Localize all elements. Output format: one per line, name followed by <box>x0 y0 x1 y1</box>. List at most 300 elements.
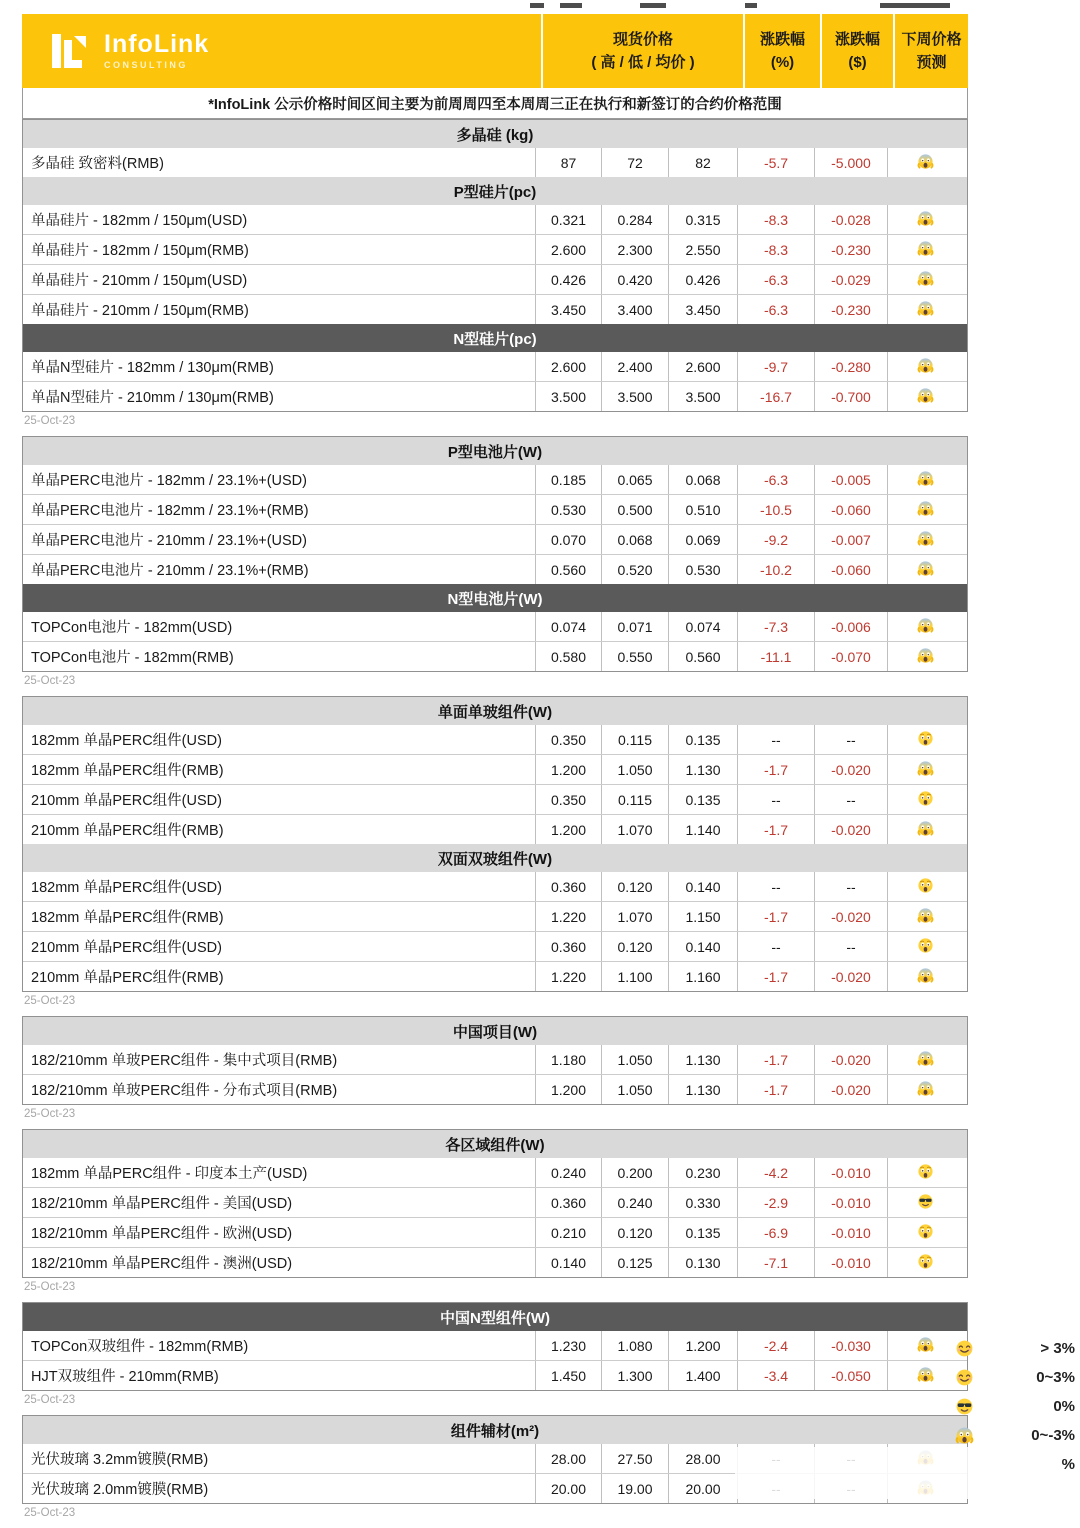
avg-price-cell-value: 1.200 <box>685 1337 721 1354</box>
col-header-usd-line2: ($) <box>848 54 867 71</box>
avg-price-cell <box>668 1218 737 1247</box>
table-row <box>23 754 967 784</box>
forecast-cell <box>887 1188 962 1217</box>
table-row <box>23 1045 967 1074</box>
smile-emoji-icon <box>955 1368 977 1387</box>
product-name-cell <box>23 555 535 584</box>
avg-price-cell-value: 1.160 <box>685 968 721 985</box>
col-header-spot-line1: 现货价格 <box>612 30 673 48</box>
col-header-spot-price <box>541 14 743 88</box>
high-price-cell <box>535 725 601 754</box>
change-pct-cell <box>737 1361 814 1390</box>
table-row <box>23 901 967 931</box>
change-pct-cell <box>737 382 814 411</box>
change-pct-cell <box>737 612 814 641</box>
low-price-cell <box>601 382 668 411</box>
product-name-cell <box>23 872 535 901</box>
change-usd-cell <box>814 725 887 754</box>
avg-price-cell <box>668 265 737 294</box>
table-row <box>23 784 967 814</box>
product-name-cell-value: 210mm 单晶PERC组件(RMB) <box>31 823 224 839</box>
col-header-usd-line1: 涨跌幅 <box>834 30 880 48</box>
change-pct-cell-value: -1.7 <box>763 1081 789 1098</box>
low-price-cell-value: 3.500 <box>617 388 653 405</box>
block-date: 25-Oct-23 <box>24 1108 76 1120</box>
high-price-cell-value: 0.070 <box>550 531 587 548</box>
avg-price-cell-value: 1.400 <box>685 1367 721 1384</box>
scream-emoji-icon <box>917 1336 934 1356</box>
forecast-cell <box>887 555 962 584</box>
change-pct-cell-value: -3.4 <box>763 1367 789 1384</box>
product-name-cell-value: 光伏玻璃 3.2mm镀膜(RMB) <box>31 1452 209 1468</box>
avg-price-cell-value: 0.510 <box>685 501 721 518</box>
product-name-cell-value: 单晶PERC电池片 - 182mm / 23.1%+(RMB) <box>31 503 309 519</box>
high-price-cell <box>535 555 601 584</box>
product-name-cell <box>23 902 535 931</box>
section-header: 各区域组件(W) <box>23 1130 967 1158</box>
change-pct-cell-value: -2.4 <box>763 1337 789 1354</box>
avg-price-cell-value: 0.135 <box>685 731 721 748</box>
high-price-cell <box>535 932 601 961</box>
avg-price-cell-value: 0.074 <box>685 618 721 635</box>
blocks <box>22 119 968 1520</box>
high-price-cell <box>535 295 601 324</box>
high-price-cell-value: 0.074 <box>550 618 587 635</box>
low-price-cell <box>601 1474 668 1503</box>
high-price-cell-value: 0.360 <box>550 938 587 955</box>
price-block <box>22 119 968 412</box>
low-price-cell-value: 0.068 <box>617 531 653 548</box>
change-usd-cell-value: -0.010 <box>831 1254 871 1271</box>
astonished-emoji-icon <box>917 730 934 750</box>
product-name-cell <box>23 235 535 264</box>
brand-text <box>104 32 209 70</box>
low-price-cell-value: 2.300 <box>617 241 653 258</box>
table-row <box>23 148 967 177</box>
high-price-cell <box>535 1361 601 1390</box>
price-block <box>22 1016 968 1105</box>
high-price-cell <box>535 205 601 234</box>
change-usd-cell-value: -5.000 <box>831 154 871 171</box>
change-usd-cell-value: -0.005 <box>831 471 871 488</box>
change-usd-cell-value: -0.070 <box>831 648 871 665</box>
low-price-cell-value: 2.400 <box>617 358 653 375</box>
change-usd-cell-value: -0.230 <box>831 301 871 318</box>
change-usd-cell <box>814 555 887 584</box>
low-price-cell <box>601 1045 668 1074</box>
change-usd-cell-value: -0.060 <box>831 501 871 518</box>
cool-emoji-icon <box>917 1193 934 1213</box>
change-pct-cell-value: -6.3 <box>763 471 789 488</box>
high-price-cell-value: 0.350 <box>550 791 587 808</box>
avg-price-cell-value: 1.150 <box>685 908 721 925</box>
table-row <box>23 1247 967 1277</box>
change-usd-cell <box>814 1361 887 1390</box>
change-usd-cell <box>814 872 887 901</box>
block-date: 25-Oct-23 <box>24 1507 76 1519</box>
high-price-cell-value: 0.530 <box>550 501 587 518</box>
table-row <box>23 524 967 554</box>
product-name-cell-value: 182mm 单晶PERC组件 - 印度本土产(USD) <box>31 1166 308 1182</box>
low-price-cell <box>601 265 668 294</box>
product-name-cell <box>23 295 535 324</box>
section-header: 多晶硅 (kg) <box>23 120 967 148</box>
low-price-cell-value: 3.400 <box>617 301 653 318</box>
astonished-emoji-icon <box>917 937 934 957</box>
avg-price-cell-value: 1.130 <box>685 1051 721 1068</box>
high-price-cell-value: 0.580 <box>550 648 587 665</box>
change-usd-cell-value: -- <box>846 878 856 895</box>
low-price-cell-value: 0.120 <box>617 938 653 955</box>
change-usd-cell-value: -0.007 <box>831 531 871 548</box>
change-pct-cell-value: -- <box>771 791 781 808</box>
product-name-cell <box>23 1218 535 1247</box>
high-price-cell <box>535 1331 601 1360</box>
forecast-cell <box>887 642 962 671</box>
brand-logo <box>22 14 541 88</box>
change-pct-cell-value: -9.2 <box>763 531 789 548</box>
change-usd-cell <box>814 235 887 264</box>
low-price-cell <box>601 815 668 844</box>
block-date: 25-Oct-23 <box>24 1281 76 1293</box>
legend-item <box>955 1338 1075 1358</box>
high-price-cell <box>535 148 601 177</box>
forecast-cell <box>887 465 962 494</box>
product-name-cell <box>23 265 535 294</box>
change-usd-cell <box>814 902 887 931</box>
change-pct-cell <box>737 1218 814 1247</box>
product-name-cell <box>23 1361 535 1390</box>
change-pct-cell-value: -6.3 <box>763 301 789 318</box>
price-block <box>22 1129 968 1278</box>
high-price-cell <box>535 235 601 264</box>
change-pct-cell-value: -10.5 <box>760 501 792 518</box>
avg-price-cell-value: 1.140 <box>685 821 721 838</box>
high-price-cell-value: 2.600 <box>550 241 587 258</box>
product-name-cell <box>23 725 535 754</box>
product-name-cell <box>23 1045 535 1074</box>
forecast-cell <box>887 1248 962 1277</box>
product-name-cell-value: TOPCon双玻组件 - 182mm(RMB) <box>31 1339 249 1355</box>
table-row <box>23 205 967 234</box>
forecast-cell <box>887 525 962 554</box>
high-price-cell <box>535 1218 601 1247</box>
low-price-cell-value: 1.070 <box>617 821 653 838</box>
high-price-cell-value: 1.230 <box>550 1337 587 1354</box>
low-price-cell-value: 0.065 <box>617 471 653 488</box>
change-pct-cell <box>737 902 814 931</box>
change-pct-cell <box>737 962 814 991</box>
avg-price-cell <box>668 1444 737 1473</box>
price-block <box>22 1302 968 1391</box>
change-usd-cell <box>814 148 887 177</box>
avg-price-cell-value: 2.550 <box>685 241 721 258</box>
high-price-cell <box>535 962 601 991</box>
high-price-cell-value: 1.220 <box>550 968 587 985</box>
change-usd-cell-value: -0.010 <box>831 1164 871 1181</box>
avg-price-cell <box>668 382 737 411</box>
low-price-cell-value: 1.050 <box>617 1051 653 1068</box>
product-name-cell <box>23 465 535 494</box>
forecast-cell <box>887 962 962 991</box>
low-price-cell <box>601 1361 668 1390</box>
avg-price-cell-value: 3.450 <box>685 301 721 318</box>
high-price-cell <box>535 785 601 814</box>
forecast-cell <box>887 902 962 931</box>
avg-price-cell <box>668 1075 737 1104</box>
product-name-cell <box>23 205 535 234</box>
note-text: *InfoLink 公示价格时间区间主要为前周周四至本周周三正在执行和新签订的合约价格范围 <box>208 96 782 113</box>
change-pct-cell-value: -16.7 <box>760 388 792 405</box>
high-price-cell <box>535 352 601 381</box>
scream-emoji-icon <box>917 820 934 840</box>
change-pct-cell <box>737 1188 814 1217</box>
product-name-cell-value: 182/210mm 单玻PERC组件 - 集中式项目(RMB) <box>31 1053 338 1069</box>
high-price-cell <box>535 465 601 494</box>
low-price-cell <box>601 785 668 814</box>
high-price-cell <box>535 1444 601 1473</box>
change-usd-cell-value: -0.280 <box>831 358 871 375</box>
change-pct-cell <box>737 148 814 177</box>
change-pct-cell-value: -11.1 <box>760 648 792 665</box>
change-pct-cell-value: -- <box>771 878 781 895</box>
scream-emoji-icon <box>917 560 934 580</box>
product-name-cell <box>23 642 535 671</box>
product-name-cell-value: 182mm 单晶PERC组件(RMB) <box>31 910 224 926</box>
product-name-cell-value: 182/210mm 单玻PERC组件 - 分布式项目(RMB) <box>31 1083 338 1099</box>
avg-price-cell-value: 20.00 <box>685 1480 721 1497</box>
low-price-cell-value: 1.300 <box>617 1367 653 1384</box>
change-pct-cell-value: -8.3 <box>763 241 789 258</box>
change-pct-cell <box>737 265 814 294</box>
avg-price-cell <box>668 962 737 991</box>
table-row <box>23 1187 967 1217</box>
section-header: N型硅片(pc) <box>23 324 967 352</box>
forecast-cell <box>887 382 962 411</box>
low-price-cell <box>601 352 668 381</box>
scream-emoji-icon <box>917 1080 934 1100</box>
col-header-forecast-line1: 下周价格 <box>901 30 962 48</box>
low-price-cell <box>601 932 668 961</box>
avg-price-cell <box>668 148 737 177</box>
change-pct-cell <box>737 465 814 494</box>
avg-price-cell <box>668 612 737 641</box>
change-usd-cell <box>814 382 887 411</box>
change-usd-cell <box>814 1218 887 1247</box>
price-period-note <box>22 88 968 119</box>
legend-label: 0~3% <box>1036 1368 1075 1386</box>
change-pct-cell-value: -1.7 <box>763 1051 789 1068</box>
legend-label: % <box>1061 1455 1075 1473</box>
avg-price-cell-value: 2.600 <box>685 358 721 375</box>
section-header: 双面双玻组件(W) <box>23 844 967 872</box>
low-price-cell-value: 0.115 <box>618 731 652 748</box>
astonished-emoji-icon <box>917 790 934 810</box>
change-usd-cell <box>814 1075 887 1104</box>
change-usd-cell-value: -0.020 <box>831 968 871 985</box>
product-name-cell <box>23 352 535 381</box>
low-price-cell <box>601 1218 668 1247</box>
change-pct-cell <box>737 205 814 234</box>
change-pct-cell-value: -10.2 <box>760 561 792 578</box>
low-price-cell <box>601 962 668 991</box>
low-price-cell-value: 0.240 <box>617 1194 653 1211</box>
change-usd-cell <box>814 1045 887 1074</box>
change-usd-cell-value: -0.020 <box>831 1051 871 1068</box>
col-header-forecast <box>893 14 968 88</box>
avg-price-cell-value: 0.068 <box>685 471 721 488</box>
change-pct-cell <box>737 352 814 381</box>
low-price-cell <box>601 755 668 784</box>
high-price-cell <box>535 755 601 784</box>
col-header-change-usd <box>820 14 893 88</box>
legend-label: 0% <box>1053 1397 1075 1415</box>
forecast-cell <box>887 755 962 784</box>
change-pct-cell-value: -- <box>771 731 781 748</box>
scream-emoji-icon <box>917 387 934 407</box>
change-usd-cell-value: -- <box>846 791 856 808</box>
low-price-cell <box>601 872 668 901</box>
high-price-cell <box>535 612 601 641</box>
high-price-cell-value: 2.600 <box>550 358 587 375</box>
high-price-cell-value: 0.140 <box>550 1254 587 1271</box>
scream-emoji-icon <box>917 647 934 667</box>
low-price-cell <box>601 1331 668 1360</box>
product-name-cell <box>23 1331 535 1360</box>
scream-emoji-icon <box>917 617 934 637</box>
brand-name: InfoLink <box>104 30 210 58</box>
high-price-cell-value: 0.360 <box>550 1194 587 1211</box>
table-row <box>23 1331 967 1360</box>
high-price-cell <box>535 815 601 844</box>
avg-price-cell <box>668 1331 737 1360</box>
high-price-cell-value: 1.180 <box>550 1051 587 1068</box>
legend-item <box>955 1367 1075 1387</box>
forecast-cell <box>887 352 962 381</box>
low-price-cell-value: 19.00 <box>617 1480 653 1497</box>
section-header: 单面单玻组件(W) <box>23 697 967 725</box>
high-price-cell-value: 0.210 <box>550 1224 587 1241</box>
scream-emoji-icon <box>917 270 934 290</box>
high-price-cell-value: 3.500 <box>550 388 587 405</box>
avg-price-cell-value: 0.230 <box>685 1164 721 1181</box>
change-pct-cell <box>737 785 814 814</box>
low-price-cell-value: 1.070 <box>617 908 653 925</box>
change-usd-cell <box>814 265 887 294</box>
low-price-cell <box>601 1188 668 1217</box>
change-pct-cell <box>737 1075 814 1104</box>
product-name-cell-value: 182/210mm 单晶PERC组件 - 欧洲(USD) <box>31 1226 293 1242</box>
product-name-cell <box>23 1158 535 1187</box>
avg-price-cell <box>668 1248 737 1277</box>
change-pct-cell <box>737 1331 814 1360</box>
forecast-cell <box>887 205 962 234</box>
change-usd-cell-value: -0.028 <box>831 211 871 228</box>
forecast-cell <box>887 1158 962 1187</box>
avg-price-cell-value: 3.500 <box>685 388 721 405</box>
change-usd-cell-value: -0.010 <box>831 1224 871 1241</box>
change-pct-cell <box>737 932 814 961</box>
high-price-cell-value: 0.350 <box>550 731 587 748</box>
avg-price-cell-value: 28.00 <box>685 1450 721 1467</box>
block-date: 25-Oct-23 <box>24 1394 76 1406</box>
product-name-cell-value: 182/210mm 单晶PERC组件 - 美国(USD) <box>31 1196 293 1212</box>
avg-price-cell <box>668 725 737 754</box>
avg-price-cell <box>668 1158 737 1187</box>
low-price-cell <box>601 725 668 754</box>
high-price-cell-value: 0.240 <box>550 1164 587 1181</box>
low-price-cell-value: 1.050 <box>617 761 653 778</box>
low-price-cell-value: 0.071 <box>617 618 653 635</box>
product-name-cell <box>23 1248 535 1277</box>
low-price-cell-value: 0.115 <box>618 791 652 808</box>
table-row <box>23 872 967 901</box>
product-name-cell <box>23 785 535 814</box>
change-usd-cell <box>814 642 887 671</box>
change-pct-cell <box>737 642 814 671</box>
product-name-cell-value: 多晶硅 致密料(RMB) <box>31 156 164 172</box>
low-price-cell-value: 1.050 <box>617 1081 653 1098</box>
high-price-cell-value: 0.360 <box>550 878 587 895</box>
change-usd-cell-value: -0.020 <box>831 821 871 838</box>
avg-price-cell <box>668 815 737 844</box>
low-price-cell-value: 0.500 <box>617 501 653 518</box>
table-row <box>23 1074 967 1104</box>
section-header: N型电池片(W) <box>23 584 967 612</box>
product-name-cell-value: 210mm 单晶PERC组件(USD) <box>31 793 222 809</box>
table-row <box>23 641 967 671</box>
forecast-cell <box>887 1075 962 1104</box>
change-usd-cell-value: -0.006 <box>831 618 871 635</box>
change-usd-cell <box>814 932 887 961</box>
price-table <box>22 14 968 1528</box>
forecast-cell <box>887 235 962 264</box>
change-usd-cell-value: -0.020 <box>831 761 871 778</box>
avg-price-cell <box>668 235 737 264</box>
high-price-cell-value: 0.426 <box>550 271 587 288</box>
high-price-cell <box>535 902 601 931</box>
high-price-cell <box>535 1158 601 1187</box>
low-price-cell-value: 0.420 <box>617 271 653 288</box>
scream-emoji-icon <box>917 967 934 987</box>
avg-price-cell-value: 1.130 <box>685 761 721 778</box>
table-row <box>23 234 967 264</box>
product-name-cell <box>23 1444 535 1473</box>
change-pct-cell-value: -8.3 <box>763 211 789 228</box>
product-name-cell <box>23 962 535 991</box>
low-price-cell-value: 0.125 <box>617 1254 653 1271</box>
legend-label: > 3% <box>1040 1339 1075 1357</box>
scream-emoji-icon <box>917 153 934 173</box>
low-price-cell <box>601 1158 668 1187</box>
avg-price-cell <box>668 465 737 494</box>
avg-price-cell <box>668 555 737 584</box>
change-pct-cell-value: -5.7 <box>763 154 789 171</box>
forecast-cell <box>887 1218 962 1247</box>
avg-price-cell <box>668 295 737 324</box>
high-price-cell <box>535 1075 601 1104</box>
change-pct-cell-value: -9.7 <box>763 358 789 375</box>
avg-price-cell <box>668 642 737 671</box>
high-price-cell <box>535 1474 601 1503</box>
col-header-forecast-line2: 预测 <box>916 54 947 71</box>
product-name-cell-value: 光伏玻璃 2.0mm镀膜(RMB) <box>31 1482 209 1498</box>
avg-price-cell-value: 0.135 <box>685 791 721 808</box>
scream-emoji-icon <box>917 357 934 377</box>
low-price-cell-value: 0.520 <box>617 561 653 578</box>
product-name-cell <box>23 1188 535 1217</box>
avg-price-cell-value: 0.530 <box>685 561 721 578</box>
